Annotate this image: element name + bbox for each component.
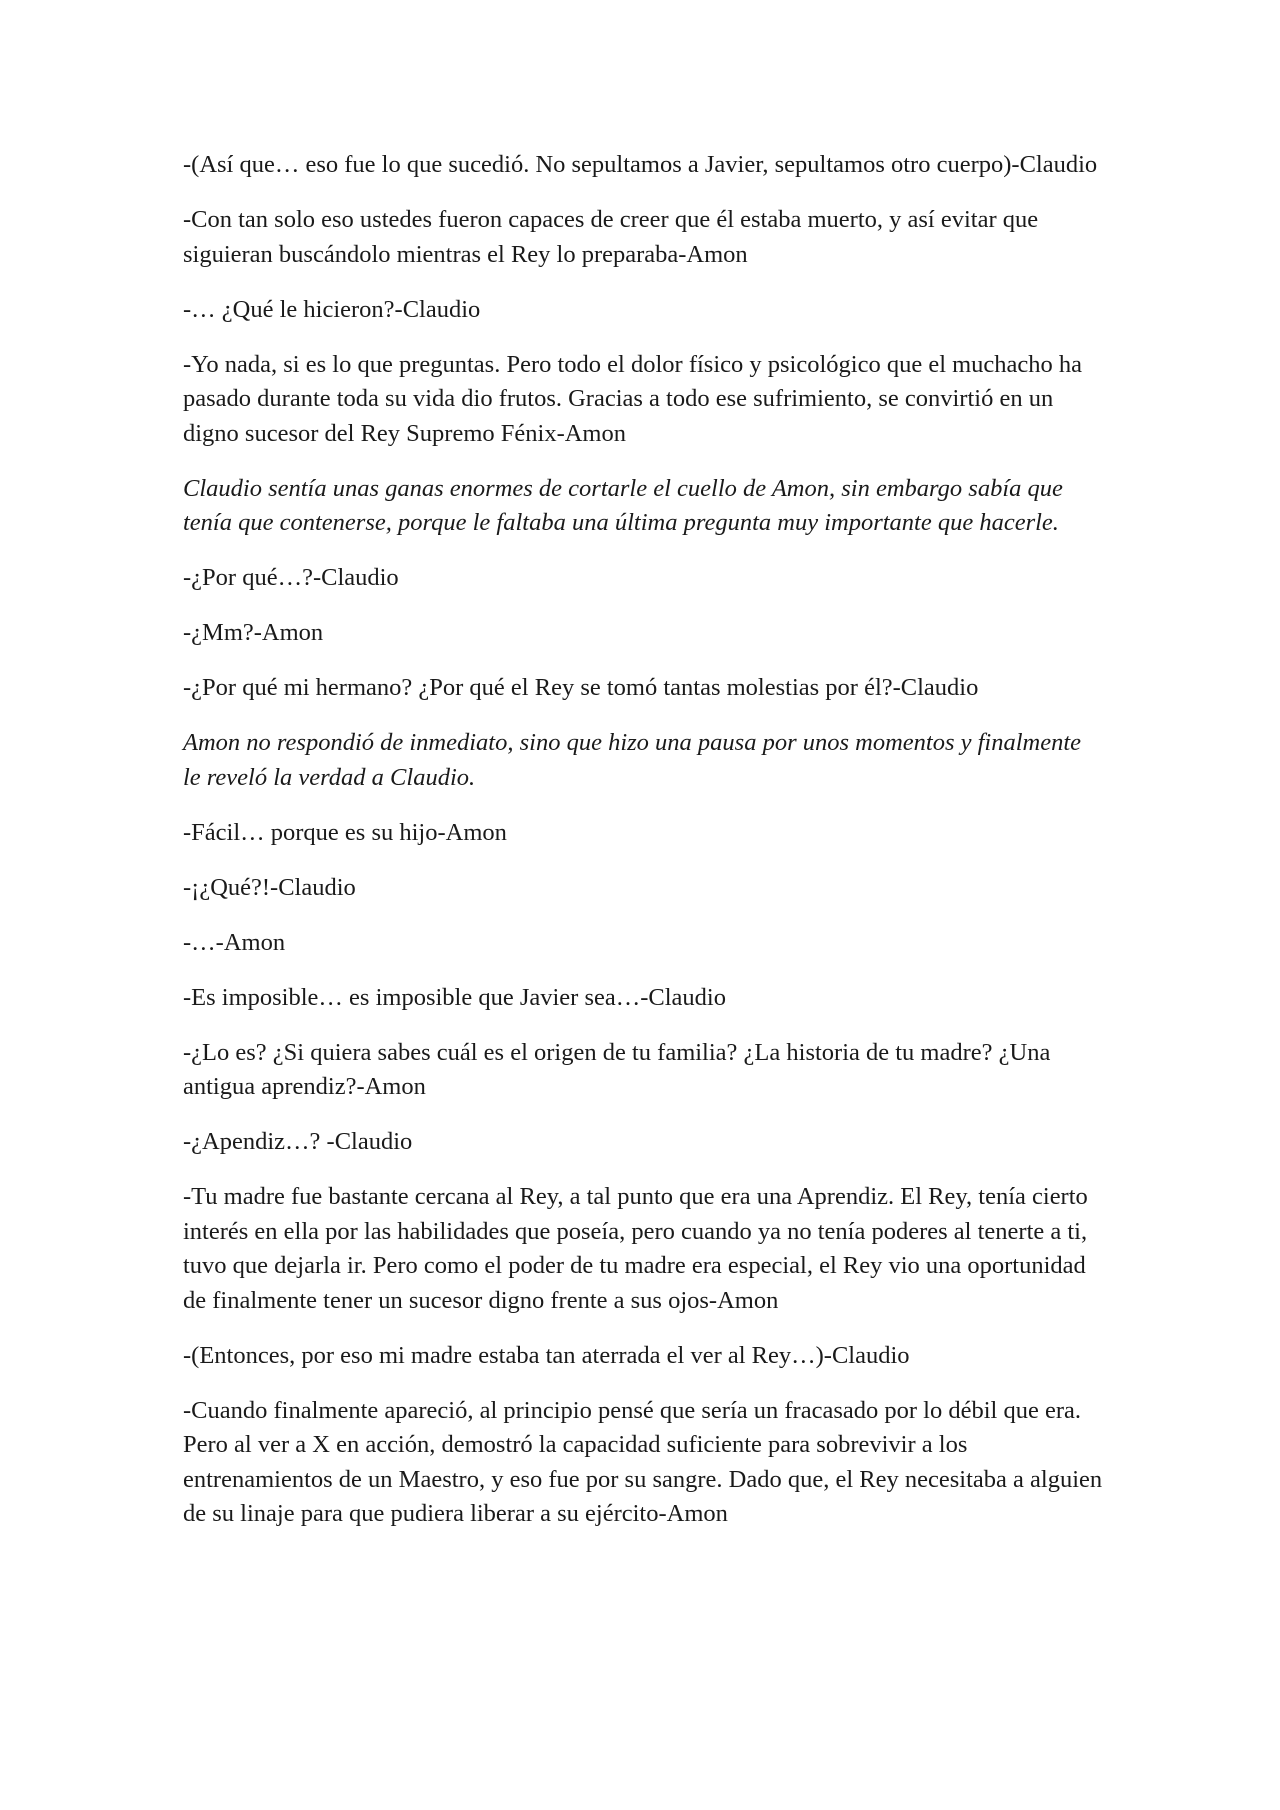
dialogue-paragraph: -(Entonces, por eso mi madre estaba tan aterrada el ver al Rey…)-Claudio xyxy=(183,1341,910,1369)
dialogue-paragraph: -Con tan solo eso ustedes fueron capaces de creer que él estaba muerto, y así evitar que siguieran buscándolo mientras el Rey lo preparaba-Amon xyxy=(183,206,1039,268)
narration-paragraph: Amon no respondió de inmediato, sino que hizo una pausa por unos momentos y finalmente le reveló la verdad a Claudio. xyxy=(183,729,1082,791)
narration-paragraph: Claudio sentía unas ganas enormes de cortarle el cuello de Amon, sin embargo sabía que tenía que contenerse, porque le faltaba una última pregunta muy importante que hacerle. xyxy=(183,474,1063,536)
dialogue-paragraph: -…-Amon xyxy=(183,928,286,956)
dialogue-paragraph: -Tu madre fue bastante cercana al Rey, a tal punto que era una Aprendiz. El Rey, tenía cierto interés en ella por las habilidades que poseía, pero cuando ya no tenía poderes al tenerte a ti, tuvo que dejarla ir. Pero como el poder de tu madre era especial, el Rey vio una oportunidad de finalmente tener un sucesor digno frente a sus ojos-Amon xyxy=(183,1183,1088,1314)
dialogue-paragraph: -… ¿Qué le hicieron?-Claudio xyxy=(183,295,481,323)
document-body xyxy=(183,148,1103,1552)
dialogue-paragraph: -¡¿Qué?!-Claudio xyxy=(183,873,356,901)
dialogue-paragraph: -¿Apendiz…? -Claudio xyxy=(183,1128,413,1155)
dialogue-paragraph: -Es imposible… es imposible que Javier sea…-Claudio xyxy=(183,983,726,1011)
dialogue-paragraph: -¿Lo es? ¿Si quiera sabes cuál es el origen de tu familia? ¿La historia de tu madre? ¿Una antigua aprendiz?-Amon xyxy=(183,1038,1051,1100)
dialogue-paragraph: -¿Por qué mi hermano? ¿Por qué el Rey se tomó tantas molestias por él?-Claudio xyxy=(183,674,979,701)
dialogue-paragraph: -¿Por qué…?-Claudio xyxy=(183,564,399,591)
dialogue-paragraph: -¿Mm?-Amon xyxy=(183,619,324,646)
dialogue-paragraph: -Cuando finalmente apareció, al principio pensé que sería un fracasado por lo débil que era. Pero al ver a X en acción, demostró la capacidad suficiente para sobrevivir a los entrenamientos de un Maestro, y eso fue por su sangre. Dado que, el Rey necesitaba a alguien de su linaje para que pudiera liberar a su ejército-Amon xyxy=(183,1396,1103,1527)
dialogue-paragraph: -Yo nada, si es lo que preguntas. Pero todo el dolor físico y psicológico que el muchacho ha pasado durante toda su vida dio frutos. Gracias a todo ese sufrimiento, se convirtió en un digno sucesor del Rey Supremo Fénix-Amon xyxy=(183,350,1083,447)
dialogue-paragraph: -(Así que… eso fue lo que sucedió. No sepultamos a Javier, sepultamos otro cuerpo)-Claudio xyxy=(183,151,1098,178)
dialogue-paragraph: -Fácil… porque es su hijo-Amon xyxy=(183,818,507,846)
